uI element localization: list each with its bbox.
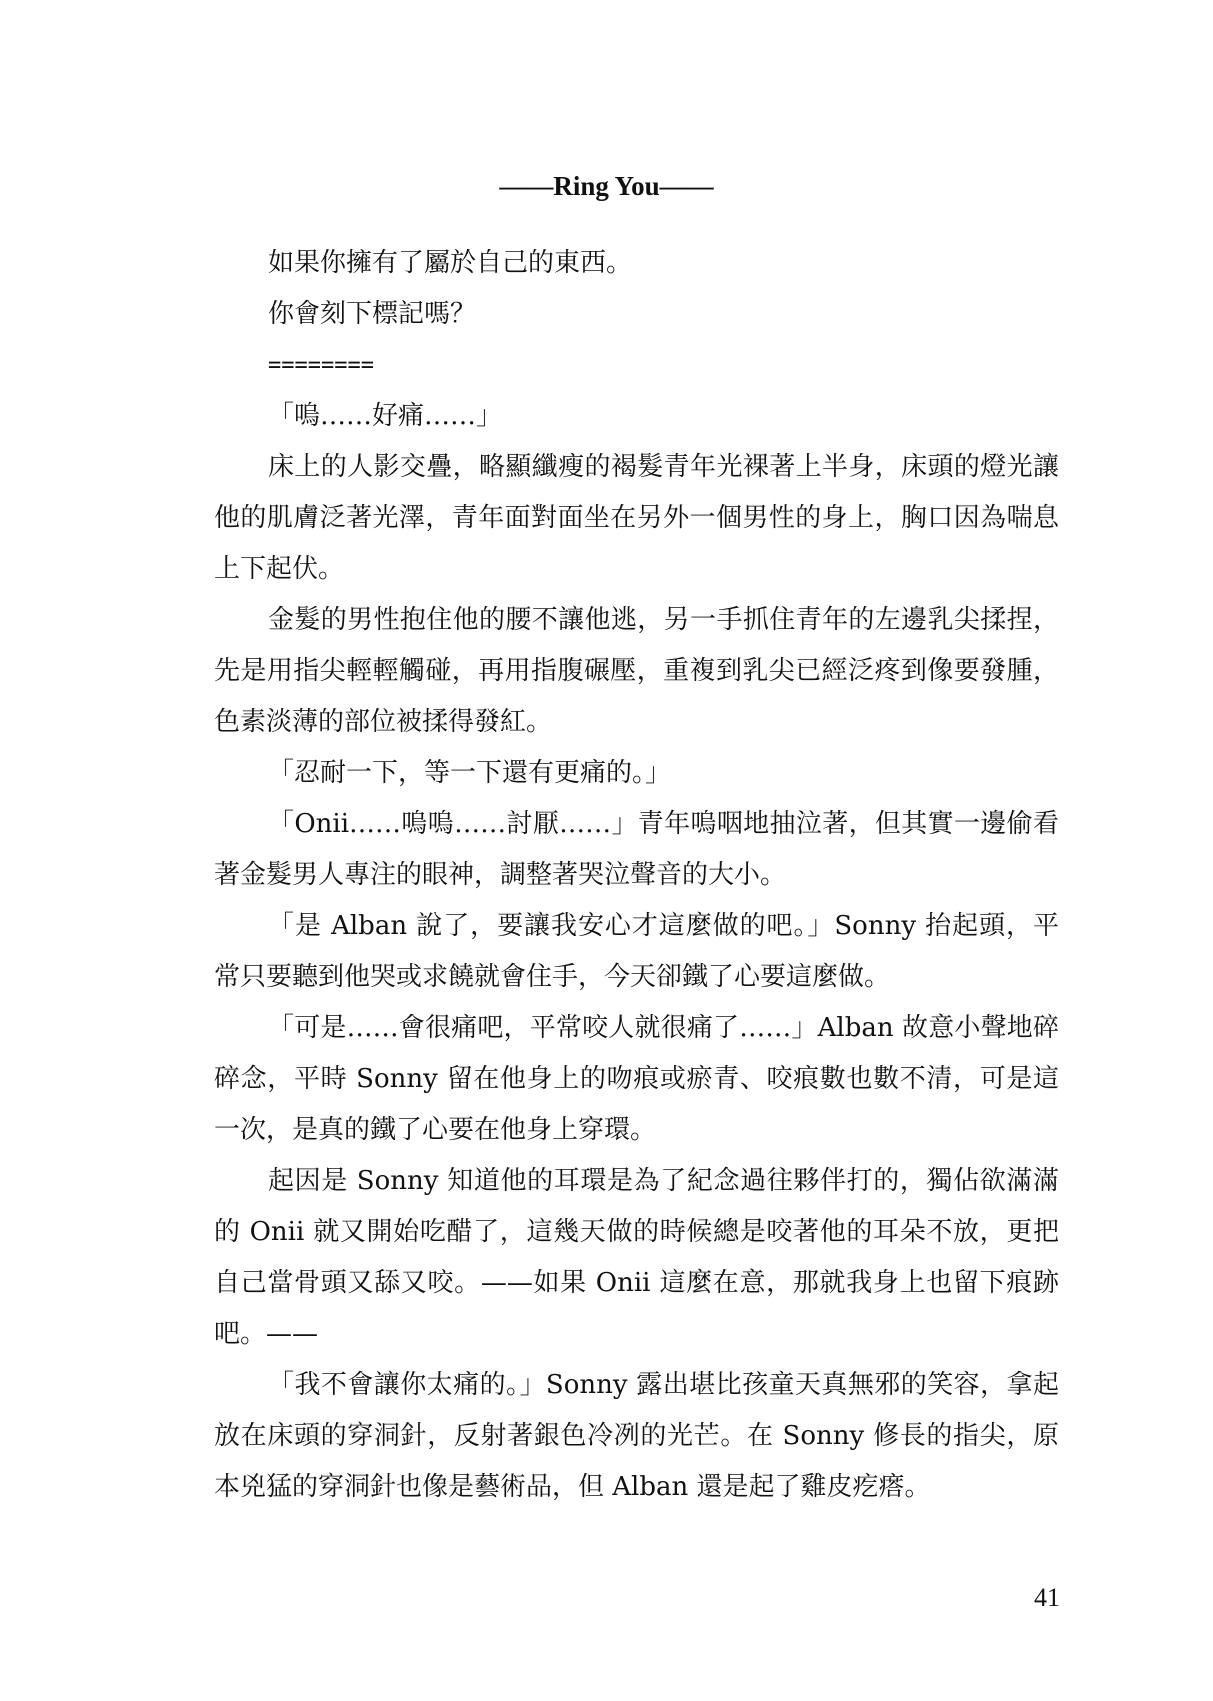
paragraph: 床上的人影交疊，略顯纖瘦的褐髮青年光裸著上半身，床頭的燈光讓他的肌膚泛著光澤，青年面對面坐在另外一個男性的身上，胸口因為喘息上下起伏。 <box>214 452 1059 584</box>
paragraph: 「是 Alban 說了，要讓我安心才這麼做的吧。」Sonny 抬起頭，平常只要聽到他哭或求饒就會住手，今天卻鐵了心要這麼做。 <box>214 911 1059 992</box>
page-number: 41 <box>1034 1583 1060 1612</box>
paragraph: 金髮的男性抱住他的腰不讓他逃，另一手抓住青年的左邊乳尖揉捏，先是用指尖輕輕觸碰，再用指腹碾壓，重複到乳尖已經泛疼到像要發腫，色素淡薄的部位被揉得發紅。 <box>214 605 1059 737</box>
paragraph: 「Onii……嗚嗚……討厭……」青年嗚咽地抽泣著，但其實一邊偷看著金髮男人專注的眼神，調整著哭泣聲音的大小。 <box>214 809 1059 890</box>
paragraph: 「我不會讓你太痛的。」Sonny 露出堪比孩童天真無邪的笑容，拿起放在床頭的穿洞針，反射著銀色冷冽的光芒。在 Sonny 修長的指尖，原本兇猛的穿洞針也像是藝術品，但 Alban 還是起了雞皮疙瘩。 <box>214 1370 1059 1502</box>
paragraph: 如果你擁有了屬於自己的東西。 <box>268 248 633 278</box>
paragraph: 「可是……會很痛吧，平常咬人就很痛了……」Alban 故意小聲地碎碎念，平時 Sonny 留在他身上的吻痕或瘀青、咬痕數也數不清，可是這一次，是真的鐵了心要在他身上穿環。 <box>214 1013 1059 1145</box>
paragraph: 起因是 Sonny 知道他的耳環是為了紀念過往夥伴打的，獨佔欲滿滿的 Onii 就又開始吃醋了，這幾天做的時候總是咬著他的耳朵不放，更把自己當骨頭又舔又咬。——如果 Onii 這麼在意，那就我身上也留下痕跡吧。—— <box>214 1166 1059 1349</box>
chapter-title: ——Ring You—— <box>499 171 714 201</box>
paragraph: 「嗚……好痛……」 <box>268 401 503 431</box>
section-divider: ======== <box>268 353 374 378</box>
paragraph: 你會刻下標記嗎？ <box>268 299 477 329</box>
paragraph: 「忍耐一下，等一下還有更痛的。」 <box>268 758 672 788</box>
body-text <box>214 238 1059 1513</box>
